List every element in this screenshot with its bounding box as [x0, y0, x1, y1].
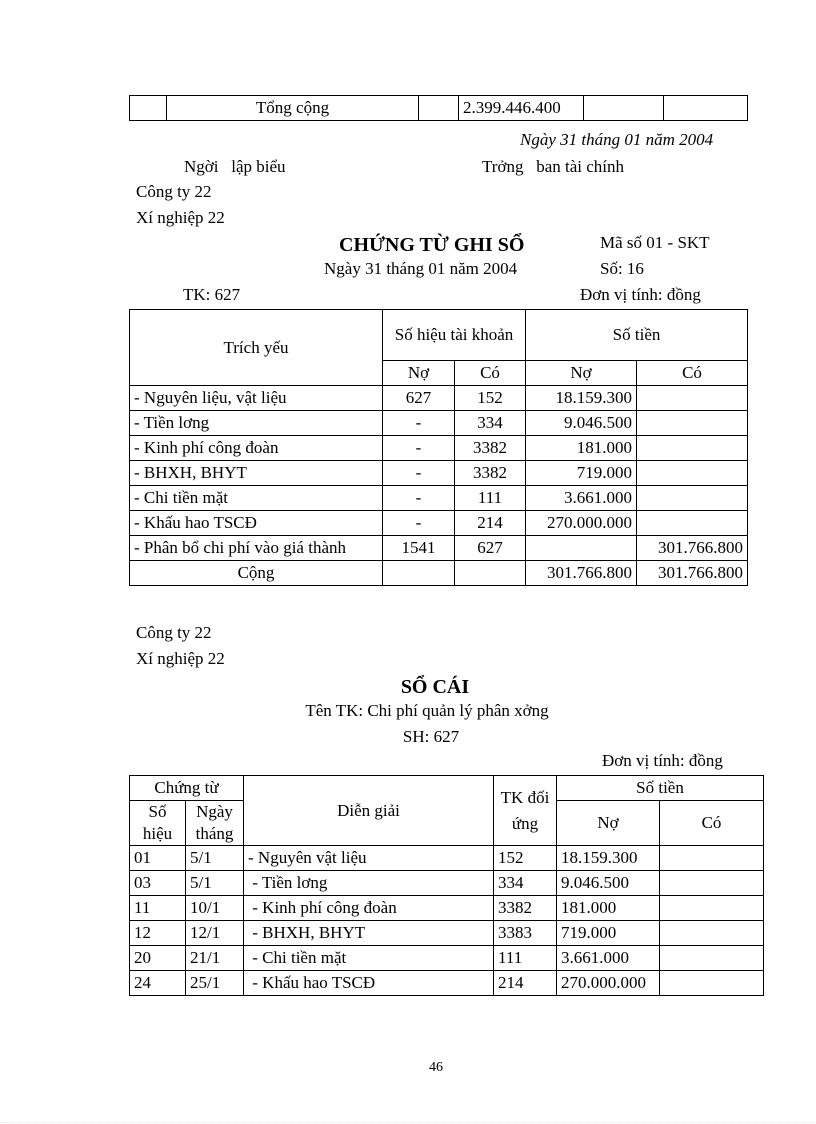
header-account-no: Số hiệu tài khoản [383, 310, 526, 361]
voucher-row-description: - BHXH, BHYT [130, 461, 383, 486]
ledger-row-contra-account: 3383 [494, 921, 557, 946]
ledger-row-contra-account: 334 [494, 871, 557, 896]
total-row [130, 96, 748, 121]
voucher-row-credit-amount [637, 511, 748, 536]
header-voucher: Chứng từ [130, 776, 244, 801]
ledger-row-description: - Khấu hao TSCĐ [244, 971, 494, 996]
ledger-row-number: 20 [130, 946, 186, 971]
voucher-row-debit-amount: 181.000 [526, 436, 637, 461]
ledger-row [130, 971, 764, 996]
total-label: Tổng cộng [167, 96, 419, 121]
ledger-row-date: 21/1 [186, 946, 244, 971]
voucher-row-credit-account: 334 [455, 411, 526, 436]
voucher-row-credit-amount [637, 411, 748, 436]
ledger-row-contra-account: 111 [494, 946, 557, 971]
preparer-label: Ngời lập biểu [184, 157, 286, 176]
header-ledger-credit: Có [660, 801, 764, 846]
ledger-row-date: 10/1 [186, 896, 244, 921]
ledger-sh: SH: 627 [402, 727, 460, 746]
finance-head-label: Trởng ban tài chính [482, 157, 624, 176]
voucher-row-debit-account: - [383, 436, 455, 461]
ledger-enterprise: Xí nghiệp 22 [136, 649, 225, 668]
ledger-row-debit: 719.000 [557, 921, 660, 946]
voucher-row-credit-amount: 301.766.800 [637, 536, 748, 561]
voucher-row-credit-account: 111 [455, 486, 526, 511]
ledger-row-credit [660, 846, 764, 871]
ledger-row-debit: 270.000.000 [557, 971, 660, 996]
voucher-number: Số: 16 [600, 259, 644, 278]
ledger-row-debit: 9.046.500 [557, 871, 660, 896]
voucher-row-description: - Chi tiền mặt [130, 486, 383, 511]
ledger-row-date: 12/1 [186, 921, 244, 946]
voucher-row-description: - Tiền lơng [130, 411, 383, 436]
voucher-title: CHỨNG TỪ GHI SỔ [339, 234, 525, 256]
header-ledger-debit: Nợ [557, 801, 660, 846]
voucher-row-debit-amount: 3.661.000 [526, 486, 637, 511]
ledger-row-number: 12 [130, 921, 186, 946]
voucher-enterprise: Xí nghiệp 22 [136, 208, 225, 227]
voucher-row [130, 511, 748, 536]
ledger-row-credit [660, 921, 764, 946]
voucher-total-debit: 301.766.800 [526, 561, 637, 586]
ledger-row [130, 946, 764, 971]
voucher-row [130, 436, 748, 461]
header-amount-debit: Nợ [526, 361, 637, 386]
page-number: 46 [429, 1060, 443, 1075]
voucher-row [130, 386, 748, 411]
voucher-table [129, 309, 748, 586]
voucher-date: Ngày 31 tháng 01 năm 2004 [324, 259, 518, 278]
voucher-company: Công ty 22 [136, 182, 212, 201]
ledger-row-number: 24 [130, 971, 186, 996]
ledger-row-credit [660, 946, 764, 971]
ledger-row-number: 01 [130, 846, 186, 871]
voucher-row-credit-account: 152 [455, 386, 526, 411]
ledger-row-contra-account: 3382 [494, 896, 557, 921]
ledger-row-date: 5/1 [186, 871, 244, 896]
ledger-account-name: Tên TK: Chi phí quản lý phân xởng [305, 701, 549, 720]
voucher-row-description: - Kinh phí công đoàn [130, 436, 383, 461]
voucher-row [130, 461, 748, 486]
voucher-row [130, 411, 748, 436]
voucher-row-debit-account: 627 [383, 386, 455, 411]
voucher-header-row [130, 310, 748, 361]
ledger-row-date: 25/1 [186, 971, 244, 996]
header-voucher-date: Ngày tháng [186, 801, 244, 846]
ledger-row-debit: 3.661.000 [557, 946, 660, 971]
header-amount-credit: Có [637, 361, 748, 386]
ledger-title: SỔ CÁI [400, 676, 470, 698]
voucher-row [130, 536, 748, 561]
voucher-row-description: - Khấu hao TSCĐ [130, 511, 383, 536]
ledger-table [129, 775, 764, 996]
ledger-row-credit [660, 896, 764, 921]
voucher-total-row [130, 561, 748, 586]
ledger-row [130, 896, 764, 921]
ledger-unit: Đơn vị tính: đồng [602, 751, 723, 770]
voucher-row-debit-amount: 9.046.500 [526, 411, 637, 436]
ledger-row-debit: 181.000 [557, 896, 660, 921]
header-summary: Trích yếu [130, 310, 383, 386]
ledger-row-description: - BHXH, BHYT [244, 921, 494, 946]
ledger-row-description: - Chi tiền mặt [244, 946, 494, 971]
header-amount: Số tiền [526, 310, 748, 361]
voucher-row-description: - Phân bổ chi phí vào giá thành [130, 536, 383, 561]
ledger-row-number: 11 [130, 896, 186, 921]
voucher-unit: Đơn vị tính: đồng [580, 285, 701, 304]
voucher-account: TK: 627 [183, 285, 241, 304]
ledger-header-row [130, 776, 764, 801]
voucher-row-credit-amount [637, 486, 748, 511]
top-total-table [129, 95, 748, 121]
voucher-row-credit-account: 214 [455, 511, 526, 536]
ledger-row-description: - Tiền lơng [244, 871, 494, 896]
voucher-row-credit-amount [637, 461, 748, 486]
ledger-row [130, 846, 764, 871]
voucher-row-credit-account: 3382 [455, 436, 526, 461]
voucher-row-credit-amount [637, 436, 748, 461]
ledger-row-description: - Kinh phí công đoàn [244, 896, 494, 921]
ledger-row-credit [660, 871, 764, 896]
ledger-row-number: 03 [130, 871, 186, 896]
voucher-row-debit-account: - [383, 486, 455, 511]
ledger-row [130, 921, 764, 946]
signature-date: Ngày 31 tháng 01 năm 2004 [520, 130, 714, 149]
voucher-row-credit-account: 3382 [455, 461, 526, 486]
voucher-code: Mã số 01 - SKT [600, 233, 710, 252]
voucher-row-description: - Nguyên liệu, vật liệu [130, 386, 383, 411]
voucher-row-debit-account: - [383, 511, 455, 536]
ledger-row [130, 871, 764, 896]
voucher-total-credit: 301.766.800 [637, 561, 748, 586]
header-ledger-amount: Số tiền [557, 776, 764, 801]
voucher-row-debit-amount: 719.000 [526, 461, 637, 486]
voucher-row [130, 486, 748, 511]
header-voucher-number: Số hiệu [130, 801, 186, 846]
voucher-row-debit-account: - [383, 461, 455, 486]
voucher-row-debit-amount: 270.000.000 [526, 511, 637, 536]
ledger-row-description: - Nguyên vật liệu [244, 846, 494, 871]
ledger-row-date: 5/1 [186, 846, 244, 871]
header-credit: Có [455, 361, 526, 386]
header-contra: TK đối ứng [494, 776, 557, 846]
voucher-row-debit-amount [526, 536, 637, 561]
ledger-row-debit: 18.159.300 [557, 846, 660, 871]
voucher-row-debit-account: 1541 [383, 536, 455, 561]
voucher-row-credit-account: 627 [455, 536, 526, 561]
header-debit: Nợ [383, 361, 455, 386]
ledger-company: Công ty 22 [136, 623, 212, 642]
voucher-row-debit-amount: 18.159.300 [526, 386, 637, 411]
voucher-row-debit-account: - [383, 411, 455, 436]
header-description: Diễn giải [244, 776, 494, 846]
voucher-total-label: Cộng [130, 561, 383, 586]
ledger-row-credit [660, 971, 764, 996]
ledger-row-contra-account: 152 [494, 846, 557, 871]
total-amount: 2.399.446.400 [459, 96, 584, 121]
voucher-row-credit-amount [637, 386, 748, 411]
ledger-row-contra-account: 214 [494, 971, 557, 996]
